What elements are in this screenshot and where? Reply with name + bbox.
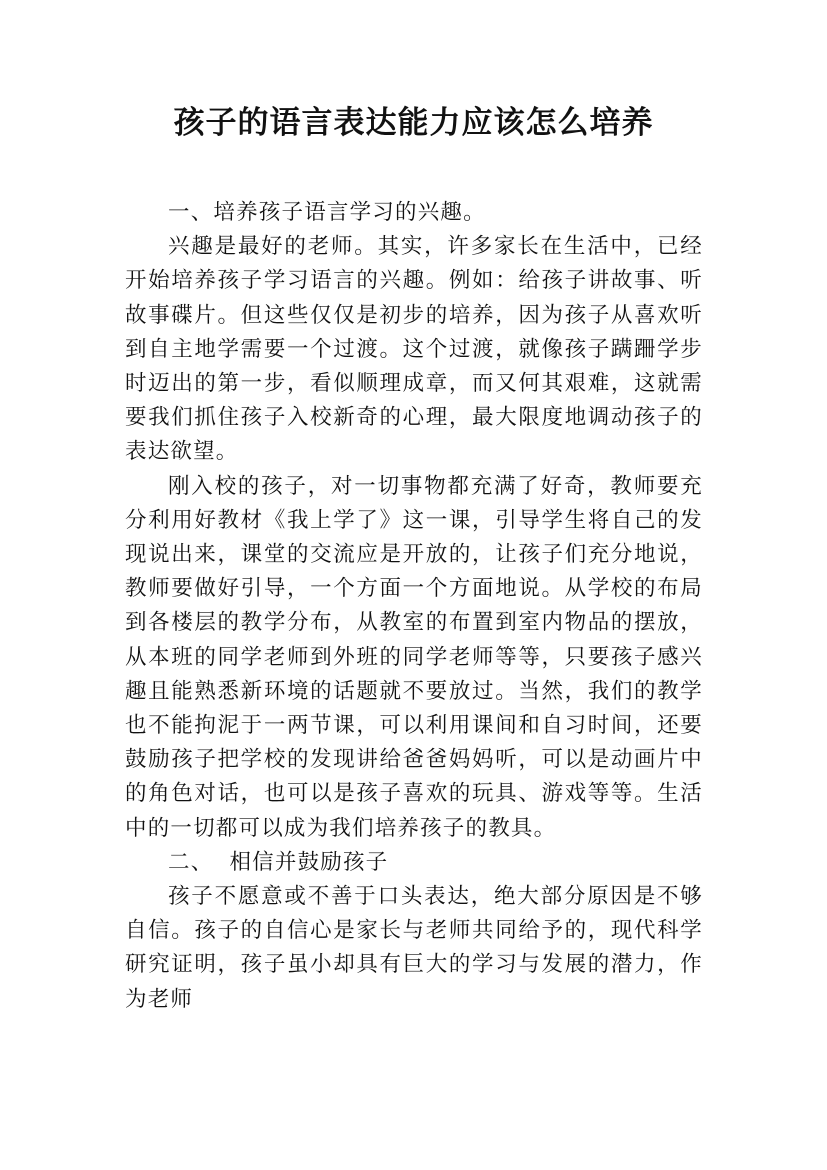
section-heading-2: 二、 相信并鼓励孩子 — [168, 849, 389, 875]
body-paragraph-1: 兴趣是最好的老师。其实，许多家长在生活中，已经开始培养孩子学习语言的兴趣。例如：给孩子讲故事、听故事碟片。但这些仅仅是初步的培养，因为孩子从喜欢听到自主地学需要一个过渡。这个过渡，就像孩子蹒跚学步时迈出的第一步，看似顺理成章，而又何其艰难，这就需要我们抓住孩子入校新奇的心理，最大限度地调动孩子的表达欲望。 — [125, 234, 703, 465]
body-paragraph-3: 孩子不愿意或不善于口头表达，绝大部分原因是不够自信。孩子的自信心是家长与老师共同给予的，现代科学研究证明，孩子虽小却具有巨大的学习与发展的潜力，作为老师 — [125, 884, 703, 1012]
document-title: 孩子的语言表达能力应该怎么培养 — [173, 105, 654, 141]
section-heading-1: 一、培养孩子语言学习的兴趣。 — [168, 200, 486, 225]
body-paragraph-2: 刚入校的孩子，对一切事物都充满了好奇，教师要充分利用好教材《我上学了》这一课，引导学生将自己的发现说出来，课堂的交流应是开放的，让孩子们充分地说，教师要做好引导，一个方面一个方面地说。从学校的布局到各楼层的教学分布，从教室的布置到室内物品的摆放，从本班的同学老师到外班的同学老师等等，只要孩子感兴趣且能熟悉新环境的话题就不要放过。当然，我们的教学也不能拘泥于一两节课，可以利用课间和自习时间，还要鼓励孩子把学校的发现讲给爸爸妈妈听，可以是动画片中的角色对话，也可以是孩子喜欢的玩具、游戏等等。生活中的一切都可以成为我们培养孩子的教具。 — [125, 473, 703, 841]
document-body — [125, 196, 703, 1017]
